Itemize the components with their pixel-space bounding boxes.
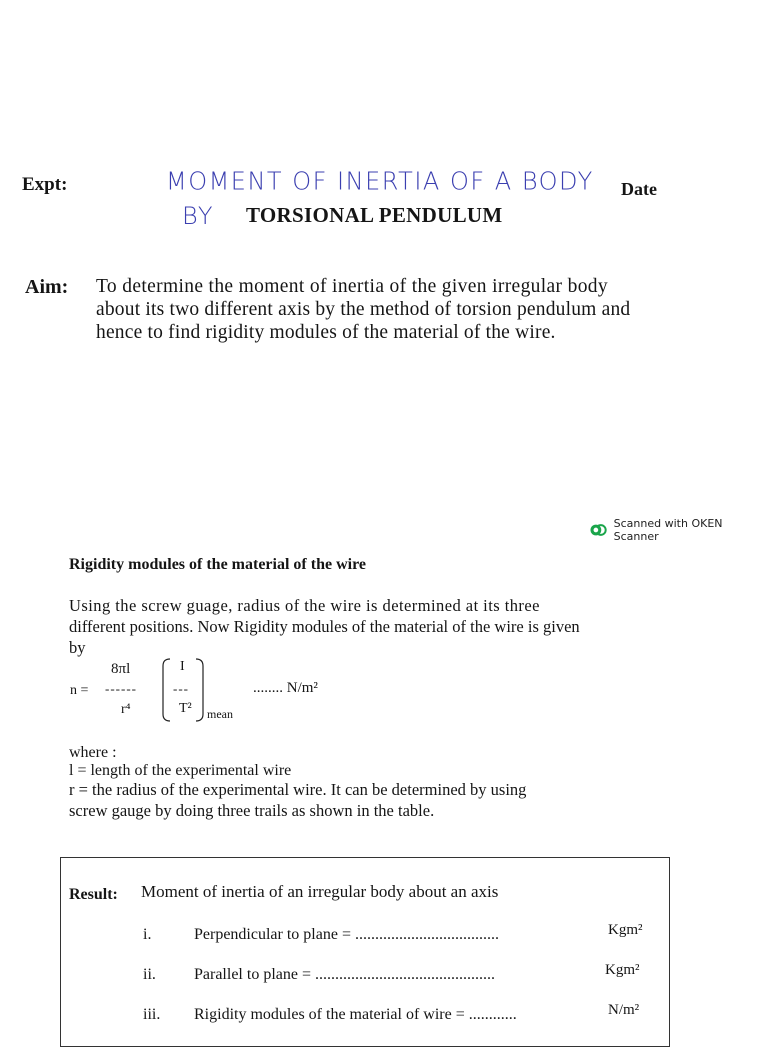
- aim-line: hence to find rigidity modules of the material of the wire.: [96, 322, 556, 343]
- result-item-desc: Parallel to plane = .............................................: [194, 966, 495, 983]
- formula-units: ........ N/m²: [253, 680, 318, 696]
- date-label: Date: [621, 179, 657, 199]
- formula-numerator: 8πl: [111, 661, 131, 677]
- handwritten-title: MOMENT OF INERTIA OF A BODY: [166, 166, 594, 196]
- result-item-desc: Rigidity modules of the material of wire = ............: [194, 1006, 517, 1023]
- scanner-text: Scanned with OKEN Scanner: [613, 517, 723, 543]
- aim-line: about its two different axis by the method of torsion pendulum and: [96, 299, 631, 320]
- result-item-number: ii.: [143, 966, 156, 983]
- definition-radius: [69, 779, 689, 821]
- definition-length: l = length of the experimental wire: [69, 762, 292, 779]
- result-label: Result:: [69, 886, 118, 903]
- result-item-number: i.: [143, 926, 152, 943]
- bracket-fraction-bar: ---: [173, 681, 189, 696]
- formula-fraction-bar: ------: [105, 681, 137, 696]
- paragraph-line: by: [69, 638, 86, 657]
- result-item-unit: N/m²: [608, 1002, 640, 1018]
- paragraph-line: Using the screw guage, radius of the wire is determined at its three: [69, 596, 540, 615]
- expt-label: Expt:: [22, 174, 68, 195]
- formula-denominator: r⁴: [121, 702, 131, 717]
- result-item-number: iii.: [143, 1006, 161, 1023]
- aim-line: To determine the moment of inertia of the given irregular body: [96, 276, 609, 297]
- paragraph-line: different positions. Now Rigidity modules of the material of the wire is given: [69, 617, 580, 636]
- handwritten-by: BY: [182, 202, 215, 230]
- result-text: Moment of inertia of an irregular body about an axis: [141, 882, 499, 901]
- rigidity-paragraph: [69, 595, 689, 658]
- definition-line: screw gauge by doing three trails as shown in the table.: [69, 801, 435, 820]
- where-label: where :: [69, 744, 117, 761]
- formula-subscript: mean: [207, 707, 233, 721]
- result-item-unit: Kgm²: [605, 962, 640, 978]
- scanner-logo-icon: [590, 523, 608, 537]
- scanner-watermark: [590, 517, 768, 543]
- bracket-denominator: T²: [179, 701, 192, 716]
- formula-lhs: n =: [70, 683, 89, 698]
- section-heading: Rigidity modules of the material of the wire: [69, 556, 366, 573]
- definition-line: r = the radius of the experimental wire. It can be determined by using: [69, 780, 527, 799]
- aim-label: Aim:: [25, 276, 69, 298]
- printed-title: TORSIONAL PENDULUM: [246, 203, 503, 227]
- bracket-numerator: I: [180, 659, 185, 674]
- result-item-desc: Perpendicular to plane = ....................................: [194, 926, 499, 943]
- result-item-unit: Kgm²: [608, 922, 643, 938]
- aim-text: [96, 275, 751, 344]
